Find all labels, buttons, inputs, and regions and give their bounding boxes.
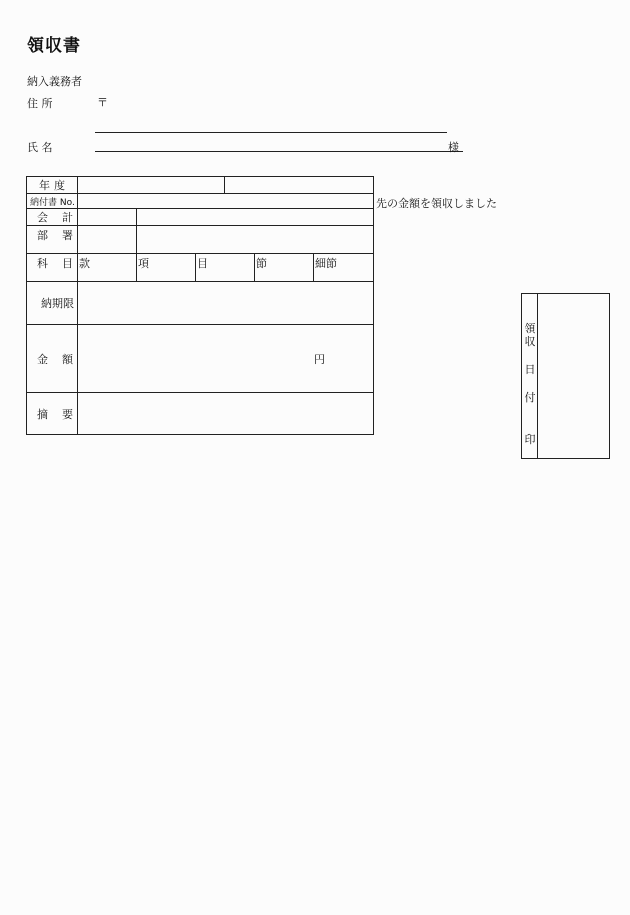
subject-col-setsu: 節 [255,254,314,282]
name-label: 氏 名 [27,141,53,154]
department-value-cell [137,226,374,254]
address-line [95,132,447,133]
currency-unit: 円 [314,352,326,366]
payer-heading: 納入義務者 [27,75,82,88]
department-code-cell [78,226,137,254]
stamp-char-4: 付 [524,391,536,404]
year-value-cell [78,177,225,194]
stamp-char-2: 収 [524,335,536,348]
year-value-cell-2 [225,177,374,194]
amount-value-cell [78,325,374,393]
stamp-char-5: 印 [524,433,536,446]
slip-no-label: 納付書 No. [27,194,78,209]
amount-label: 金 額 [27,325,78,393]
subject-col-moku: 目 [196,254,255,282]
stamp-area [538,294,609,458]
receipt-table [26,176,374,435]
postal-mark: 〒 [97,96,108,109]
subject-col-saisetsu: 細節 [314,254,374,282]
subject-col-kou: 項 [137,254,196,282]
stamp-char-1: 領 [524,322,536,335]
stamp-label-column [522,294,538,458]
year-label: 年 度 [27,177,78,194]
stamp-char-3: 日 [524,363,536,376]
summary-value-cell [78,393,374,435]
name-line [95,151,463,152]
account-value-cell [137,209,374,226]
honorific: 様 [448,141,459,154]
department-label: 部 署 [27,226,78,254]
due-date-value-cell [78,282,374,325]
received-text: 先の金額を領収しました [376,197,497,210]
due-date-label: 納期限 [27,282,78,325]
account-code-cell [78,209,137,226]
account-label: 会 計 [27,209,78,226]
document-title: 領収書 [27,36,81,56]
summary-label: 摘 要 [27,393,78,435]
address-label: 住 所 [27,97,53,110]
receipt-date-stamp-box [521,293,610,459]
slip-no-value-cell [78,194,374,209]
subject-col-kan: 款 [78,254,137,282]
subject-label: 科 目 [27,254,78,282]
